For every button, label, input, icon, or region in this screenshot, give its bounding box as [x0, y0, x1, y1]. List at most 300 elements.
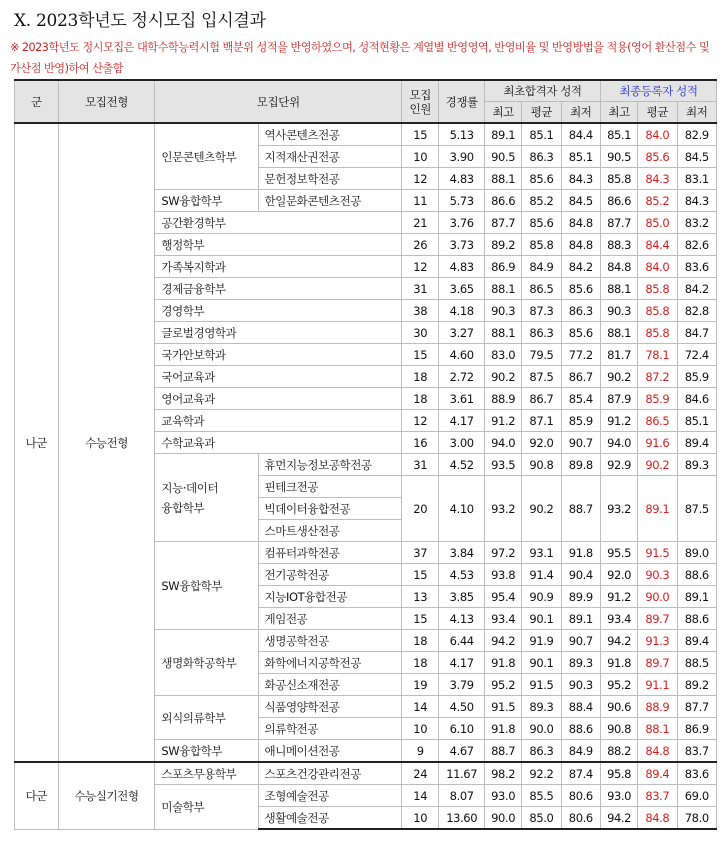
- cell-r-min: 86.9: [677, 718, 716, 740]
- dept-cell: 글로벌경영학과: [155, 322, 402, 344]
- cell-f-avg: 90.8: [522, 454, 561, 476]
- cell-f-max: 90.3: [485, 300, 522, 322]
- cell-f-max: 83.0: [485, 344, 522, 366]
- cell-f-avg: 90.1: [522, 608, 561, 630]
- cell-quota: 15: [402, 344, 439, 366]
- page-title: X. 2023학년도 정시모집 입시결과: [14, 11, 266, 31]
- cell-f-min: 89.3: [561, 652, 600, 674]
- cell-r-min: 89.0: [677, 542, 716, 564]
- cell-f-avg: 86.7: [522, 388, 561, 410]
- cell-f-max: 93.8: [485, 564, 522, 586]
- cell-f-max: 91.8: [485, 718, 522, 740]
- cell-r-avg: 84.8: [638, 807, 677, 830]
- cell-rate: 13.60: [439, 807, 485, 830]
- cell-rate: 6.10: [439, 718, 485, 740]
- header-final-avg: 평균: [638, 102, 677, 124]
- cell-rate: 6.44: [439, 630, 485, 652]
- cell-f-min: 89.9: [561, 586, 600, 608]
- cell-quota: 15: [402, 564, 439, 586]
- header-type: 모집전형: [58, 80, 155, 123]
- cell-f-avg: 85.2: [522, 190, 561, 212]
- cell-f-max: 86.6: [485, 190, 522, 212]
- cell-r-avg: 91.5: [638, 542, 677, 564]
- cell-r-max: 88.1: [600, 322, 637, 344]
- cell-r-avg: 84.3: [638, 168, 677, 190]
- dept-cell: SW융합학부: [155, 542, 258, 630]
- type-cell: 수능전형: [58, 123, 155, 762]
- cell-r-min: 83.1: [677, 168, 716, 190]
- cell-r-min: 78.0: [677, 807, 716, 830]
- cell-f-max: 88.1: [485, 168, 522, 190]
- cell-rate: 4.10: [439, 476, 485, 542]
- header-unit: 모집단위: [155, 80, 402, 123]
- cell-r-max: 91.2: [600, 410, 637, 432]
- cell-r-min: 85.1: [677, 410, 716, 432]
- cell-r-max: 90.2: [600, 366, 637, 388]
- cell-r-max: 81.7: [600, 344, 637, 366]
- cell-quota: 20: [402, 476, 439, 542]
- cell-r-max: 92.0: [600, 564, 637, 586]
- cell-r-max: 95.5: [600, 542, 637, 564]
- dept-cell: 국어교육과: [155, 366, 402, 388]
- cell-f-max: 94.2: [485, 630, 522, 652]
- cell-r-min: 89.1: [677, 586, 716, 608]
- dept-cell: SW융합학부: [155, 740, 258, 763]
- cell-r-min: 88.6: [677, 564, 716, 586]
- cell-quota: 18: [402, 366, 439, 388]
- cell-f-max: 91.5: [485, 696, 522, 718]
- cell-r-min: 82.9: [677, 123, 716, 146]
- cell-f-max: 90.2: [485, 366, 522, 388]
- cell-rate: 4.17: [439, 410, 485, 432]
- cell-f-avg: 86.3: [522, 146, 561, 168]
- cell-r-avg: 84.0: [638, 256, 677, 278]
- cell-r-avg: 86.5: [638, 410, 677, 432]
- cell-r-min: 89.2: [677, 674, 716, 696]
- cell-rate: 8.07: [439, 785, 485, 807]
- dept-cell: 스포츠무용학부: [155, 762, 258, 785]
- cell-f-min: 84.4: [561, 123, 600, 146]
- cell-r-min: 82.6: [677, 234, 716, 256]
- dept-cell: 지능·데이터 융합학부: [155, 454, 258, 542]
- cell-f-min: 90.7: [561, 432, 600, 454]
- cell-r-max: 90.6: [600, 696, 637, 718]
- cell-rate: 3.84: [439, 542, 485, 564]
- cell-quota: 31: [402, 454, 439, 476]
- cell-r-min: 89.4: [677, 630, 716, 652]
- cell-quota: 21: [402, 212, 439, 234]
- cell-quota: 10: [402, 146, 439, 168]
- header-final-min: 최저: [677, 102, 716, 124]
- table-row: [15, 762, 717, 785]
- cell-f-min: 89.8: [561, 454, 600, 476]
- cell-quota: 10: [402, 718, 439, 740]
- major-cell: 애니메이션전공: [258, 740, 402, 763]
- major-cell: 빅데이터융합전공: [258, 498, 402, 520]
- cell-f-max: 88.9: [485, 388, 522, 410]
- cell-r-max: 88.3: [600, 234, 637, 256]
- cell-rate: 4.67: [439, 740, 485, 763]
- cell-f-avg: 91.9: [522, 630, 561, 652]
- cell-f-avg: 86.3: [522, 740, 561, 763]
- cell-quota: 14: [402, 696, 439, 718]
- cell-quota: 31: [402, 278, 439, 300]
- cell-r-avg: 89.7: [638, 652, 677, 674]
- dept-cell: 외식의류학부: [155, 696, 258, 740]
- gun-cell: 다군: [15, 762, 59, 829]
- header-first-min: 최저: [561, 102, 600, 124]
- major-cell: 역사콘텐츠전공: [258, 123, 402, 146]
- cell-r-min: 89.4: [677, 432, 716, 454]
- cell-f-avg: 90.1: [522, 652, 561, 674]
- cell-f-max: 89.2: [485, 234, 522, 256]
- cell-quota: 26: [402, 234, 439, 256]
- cell-rate: 4.60: [439, 344, 485, 366]
- cell-rate: 4.52: [439, 454, 485, 476]
- major-cell: 조형예술전공: [258, 785, 402, 807]
- cell-f-max: 95.4: [485, 586, 522, 608]
- cell-f-min: 84.2: [561, 256, 600, 278]
- cell-f-max: 95.2: [485, 674, 522, 696]
- cell-f-max: 94.0: [485, 432, 522, 454]
- cell-f-max: 93.5: [485, 454, 522, 476]
- major-cell: 생활예술전공: [258, 807, 402, 830]
- cell-r-max: 92.9: [600, 454, 637, 476]
- major-cell: 전기공학전공: [258, 564, 402, 586]
- cell-f-min: 85.4: [561, 388, 600, 410]
- cell-f-min: 91.8: [561, 542, 600, 564]
- cell-r-max: 94.2: [600, 807, 637, 830]
- cell-f-max: 97.2: [485, 542, 522, 564]
- cell-quota: 12: [402, 256, 439, 278]
- cell-rate: 3.79: [439, 674, 485, 696]
- dept-cell: 인문콘텐츠학부: [155, 123, 258, 190]
- cell-f-min: 90.7: [561, 630, 600, 652]
- cell-r-max: 90.3: [600, 300, 637, 322]
- cell-f-avg: 91.5: [522, 674, 561, 696]
- cell-f-min: 88.7: [561, 476, 600, 542]
- cell-f-min: 84.8: [561, 234, 600, 256]
- dept-cell: 교육학과: [155, 410, 402, 432]
- cell-rate: 2.72: [439, 366, 485, 388]
- cell-rate: 3.65: [439, 278, 485, 300]
- major-cell: 지적재산권전공: [258, 146, 402, 168]
- cell-rate: 3.90: [439, 146, 485, 168]
- cell-quota: 24: [402, 762, 439, 785]
- header-quota: 모집 인원: [402, 80, 439, 123]
- results-table: [14, 79, 717, 830]
- major-cell: 식품영양학전공: [258, 696, 402, 718]
- cell-quota: 18: [402, 652, 439, 674]
- cell-rate: 4.13: [439, 608, 485, 630]
- cell-f-min: 85.9: [561, 410, 600, 432]
- cell-f-min: 80.6: [561, 807, 600, 830]
- cell-r-min: 89.3: [677, 454, 716, 476]
- cell-r-avg: 88.9: [638, 696, 677, 718]
- cell-f-max: 93.4: [485, 608, 522, 630]
- cell-r-avg: 84.0: [638, 123, 677, 146]
- cell-r-min: 69.0: [677, 785, 716, 807]
- cell-r-min: 83.6: [677, 256, 716, 278]
- cell-r-avg: 88.1: [638, 718, 677, 740]
- cell-rate: 4.50: [439, 696, 485, 718]
- cell-r-max: 85.8: [600, 168, 637, 190]
- cell-f-max: 87.7: [485, 212, 522, 234]
- cell-r-min: 84.6: [677, 388, 716, 410]
- cell-r-avg: 85.8: [638, 278, 677, 300]
- cell-f-min: 80.6: [561, 785, 600, 807]
- cell-quota: 18: [402, 630, 439, 652]
- cell-r-min: 87.7: [677, 696, 716, 718]
- cell-r-avg: 89.7: [638, 608, 677, 630]
- cell-r-max: 90.8: [600, 718, 637, 740]
- cell-r-min: 72.4: [677, 344, 716, 366]
- cell-quota: 15: [402, 608, 439, 630]
- cell-r-avg: 91.3: [638, 630, 677, 652]
- cell-f-min: 88.6: [561, 718, 600, 740]
- cell-quota: 12: [402, 410, 439, 432]
- major-cell: 생명공학전공: [258, 630, 402, 652]
- cell-f-min: 84.8: [561, 212, 600, 234]
- cell-r-min: 85.9: [677, 366, 716, 388]
- cell-quota: 30: [402, 322, 439, 344]
- cell-quota: 13: [402, 586, 439, 608]
- cell-quota: 11: [402, 190, 439, 212]
- cell-r-avg: 85.8: [638, 322, 677, 344]
- cell-f-avg: 86.5: [522, 278, 561, 300]
- cell-r-min: 83.6: [677, 762, 716, 785]
- cell-r-max: 95.2: [600, 674, 637, 696]
- cell-r-max: 94.2: [600, 630, 637, 652]
- table-row: [15, 123, 717, 146]
- type-cell: 수능실기전형: [58, 762, 155, 829]
- major-cell: 한일문화콘텐츠전공: [258, 190, 402, 212]
- cell-f-min: 84.9: [561, 740, 600, 763]
- cell-f-max: 88.1: [485, 322, 522, 344]
- cell-f-avg: 90.9: [522, 586, 561, 608]
- major-cell: 문헌정보학전공: [258, 168, 402, 190]
- major-cell: 핀테크전공: [258, 476, 402, 498]
- cell-f-avg: 86.3: [522, 322, 561, 344]
- cell-r-avg: 83.7: [638, 785, 677, 807]
- cell-f-avg: 90.2: [522, 476, 561, 542]
- cell-quota: 16: [402, 432, 439, 454]
- dept-cell: 경영학부: [155, 300, 402, 322]
- cell-rate: 4.53: [439, 564, 485, 586]
- cell-r-avg: 91.1: [638, 674, 677, 696]
- cell-r-min: 82.8: [677, 300, 716, 322]
- cell-r-avg: 91.6: [638, 432, 677, 454]
- cell-quota: 14: [402, 785, 439, 807]
- cell-f-avg: 93.1: [522, 542, 561, 564]
- cell-r-max: 88.1: [600, 278, 637, 300]
- cell-r-max: 94.0: [600, 432, 637, 454]
- cell-r-avg: 89.1: [638, 476, 677, 542]
- header-first-group: 최초합격자 성적: [485, 80, 601, 102]
- cell-r-min: 84.2: [677, 278, 716, 300]
- header-final-group: 최종등록자 성적: [600, 80, 716, 102]
- cell-r-max: 93.4: [600, 608, 637, 630]
- cell-r-avg: 85.2: [638, 190, 677, 212]
- cell-rate: 3.73: [439, 234, 485, 256]
- dept-cell: 생명화학공학부: [155, 630, 258, 696]
- cell-f-avg: 89.3: [522, 696, 561, 718]
- cell-f-avg: 87.1: [522, 410, 561, 432]
- cell-f-avg: 92.2: [522, 762, 561, 785]
- cell-f-min: 89.1: [561, 608, 600, 630]
- cell-f-min: 85.1: [561, 146, 600, 168]
- cell-f-min: 84.5: [561, 190, 600, 212]
- cell-r-avg: 85.9: [638, 388, 677, 410]
- cell-f-avg: 85.6: [522, 168, 561, 190]
- cell-r-avg: 89.4: [638, 762, 677, 785]
- cell-r-max: 87.9: [600, 388, 637, 410]
- cell-r-avg: 84.4: [638, 234, 677, 256]
- cell-rate: 3.61: [439, 388, 485, 410]
- major-cell: 컴퓨터과학전공: [258, 542, 402, 564]
- cell-r-max: 91.8: [600, 652, 637, 674]
- dept-cell: 국가안보학과: [155, 344, 402, 366]
- cell-f-avg: 92.0: [522, 432, 561, 454]
- dept-cell: 공간환경학부: [155, 212, 402, 234]
- cell-rate: 5.73: [439, 190, 485, 212]
- dept-cell: 미술학부: [155, 785, 258, 830]
- cell-quota: 9: [402, 740, 439, 763]
- cell-r-avg: 87.2: [638, 366, 677, 388]
- cell-r-avg: 85.6: [638, 146, 677, 168]
- cell-f-avg: 85.0: [522, 807, 561, 830]
- cell-f-avg: 85.1: [522, 123, 561, 146]
- cell-r-max: 90.5: [600, 146, 637, 168]
- cell-r-avg: 90.2: [638, 454, 677, 476]
- cell-f-avg: 84.9: [522, 256, 561, 278]
- cell-f-avg: 85.5: [522, 785, 561, 807]
- header-first-max: 최고: [485, 102, 522, 124]
- cell-r-max: 88.2: [600, 740, 637, 763]
- cell-r-max: 84.8: [600, 256, 637, 278]
- cell-r-avg: 85.0: [638, 212, 677, 234]
- dept-cell: 가족복지학과: [155, 256, 402, 278]
- header-rate: 경쟁률: [439, 80, 485, 123]
- cell-f-min: 90.3: [561, 674, 600, 696]
- cell-rate: 3.27: [439, 322, 485, 344]
- cell-f-avg: 91.4: [522, 564, 561, 586]
- cell-r-avg: 90.0: [638, 586, 677, 608]
- cell-r-min: 83.7: [677, 740, 716, 763]
- cell-r-min: 84.3: [677, 190, 716, 212]
- cell-quota: 38: [402, 300, 439, 322]
- gun-cell: 나군: [15, 123, 59, 762]
- note-text: ※ 2023학년도 정시모집은 대학수학능력시험 백분위 성적을 반영하였으며, 성적현황은 계열별 반영영역, 반영비율 및 반영방법을 적용(영어 환산점수 및 가산점 반영)하여 산출함: [10, 41, 710, 75]
- cell-rate: 4.83: [439, 168, 485, 190]
- cell-f-avg: 90.0: [522, 718, 561, 740]
- cell-f-max: 91.2: [485, 410, 522, 432]
- cell-f-min: 85.6: [561, 278, 600, 300]
- cell-f-max: 91.8: [485, 652, 522, 674]
- cell-r-max: 93.0: [600, 785, 637, 807]
- cell-f-max: 93.2: [485, 476, 522, 542]
- cell-f-avg: 85.8: [522, 234, 561, 256]
- cell-f-avg: 87.3: [522, 300, 561, 322]
- cell-r-min: 88.5: [677, 652, 716, 674]
- cell-r-avg: 85.8: [638, 300, 677, 322]
- cell-r-min: 84.5: [677, 146, 716, 168]
- dept-cell: 영어교육과: [155, 388, 402, 410]
- cell-rate: 3.00: [439, 432, 485, 454]
- cell-f-avg: 79.5: [522, 344, 561, 366]
- dept-cell: 경제금융학부: [155, 278, 402, 300]
- cell-rate: 4.17: [439, 652, 485, 674]
- cell-quota: 15: [402, 123, 439, 146]
- cell-f-max: 90.0: [485, 807, 522, 830]
- major-cell: 스마트생산전공: [258, 520, 402, 542]
- cell-rate: 3.76: [439, 212, 485, 234]
- cell-f-min: 87.4: [561, 762, 600, 785]
- cell-r-min: 84.7: [677, 322, 716, 344]
- cell-r-avg: 90.3: [638, 564, 677, 586]
- header-first-avg: 평균: [522, 102, 561, 124]
- cell-f-max: 93.0: [485, 785, 522, 807]
- cell-rate: 5.13: [439, 123, 485, 146]
- cell-quota: 12: [402, 168, 439, 190]
- cell-r-max: 85.1: [600, 123, 637, 146]
- major-cell: 화공신소재전공: [258, 674, 402, 696]
- cell-f-avg: 85.6: [522, 212, 561, 234]
- cell-f-max: 90.5: [485, 146, 522, 168]
- header-gun: 군: [15, 80, 59, 123]
- cell-r-min: 83.2: [677, 212, 716, 234]
- cell-f-min: 84.3: [561, 168, 600, 190]
- cell-f-min: 86.7: [561, 366, 600, 388]
- dept-cell: SW융합학부: [155, 190, 258, 212]
- cell-r-avg: 78.1: [638, 344, 677, 366]
- major-cell: 의류학전공: [258, 718, 402, 740]
- cell-f-min: 86.3: [561, 300, 600, 322]
- cell-r-max: 86.6: [600, 190, 637, 212]
- major-cell: 스포츠건강관리전공: [258, 762, 402, 785]
- major-cell: 게임전공: [258, 608, 402, 630]
- cell-quota: 18: [402, 388, 439, 410]
- cell-rate: 3.85: [439, 586, 485, 608]
- cell-r-avg: 84.8: [638, 740, 677, 763]
- cell-f-max: 88.7: [485, 740, 522, 763]
- cell-f-min: 85.6: [561, 322, 600, 344]
- cell-f-min: 88.4: [561, 696, 600, 718]
- dept-cell: 수학교육과: [155, 432, 402, 454]
- cell-r-max: 91.2: [600, 586, 637, 608]
- header-final-max: 최고: [600, 102, 637, 124]
- cell-quota: 37: [402, 542, 439, 564]
- cell-f-avg: 87.5: [522, 366, 561, 388]
- cell-f-max: 88.1: [485, 278, 522, 300]
- cell-r-min: 87.5: [677, 476, 716, 542]
- dept-cell: 행정학부: [155, 234, 402, 256]
- major-cell: 화학에너지공학전공: [258, 652, 402, 674]
- cell-quota: 10: [402, 807, 439, 830]
- cell-f-min: 77.2: [561, 344, 600, 366]
- cell-f-max: 89.1: [485, 123, 522, 146]
- cell-f-max: 98.2: [485, 762, 522, 785]
- cell-rate: 4.18: [439, 300, 485, 322]
- cell-f-max: 86.9: [485, 256, 522, 278]
- major-cell: 지능IOT융합전공: [258, 586, 402, 608]
- major-cell: 휴먼지능정보공학전공: [258, 454, 402, 476]
- cell-f-min: 90.4: [561, 564, 600, 586]
- cell-r-min: 88.6: [677, 608, 716, 630]
- cell-rate: 11.67: [439, 762, 485, 785]
- cell-rate: 4.83: [439, 256, 485, 278]
- table-body: [15, 123, 717, 829]
